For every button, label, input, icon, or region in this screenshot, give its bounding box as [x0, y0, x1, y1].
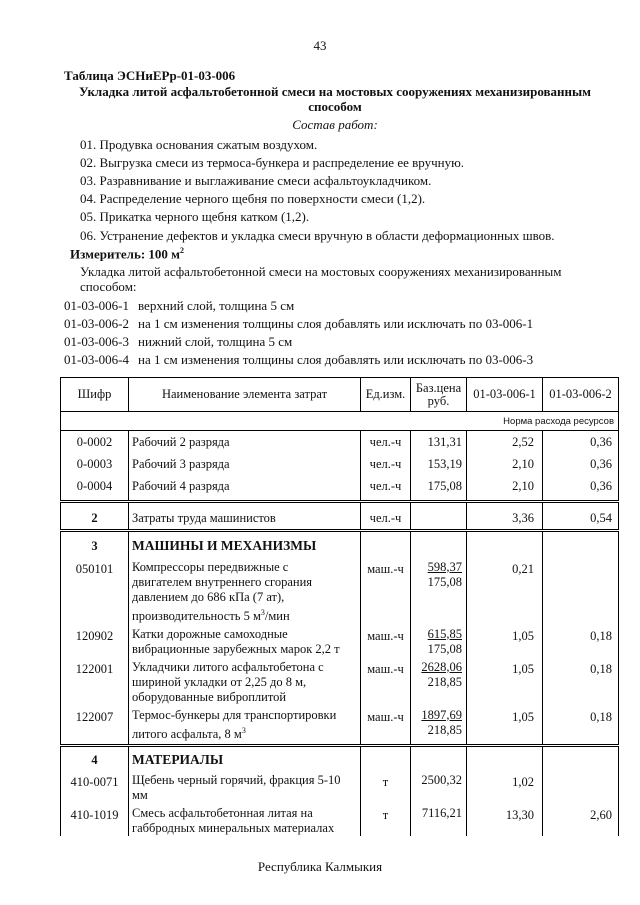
empty-cell — [361, 746, 411, 772]
works-heading: Состав работ: — [292, 117, 378, 132]
cell-v2: 0,18 — [543, 659, 619, 707]
meter-label: Измеритель: 100 м — [70, 246, 181, 262]
variant-code: 01-03-006-3 — [64, 334, 129, 349]
cell-name: Затраты труда машинистов — [129, 502, 361, 531]
table-row — [61, 476, 619, 502]
cell-price — [411, 502, 467, 531]
variant-code: 01-03-006-2 — [64, 316, 129, 331]
name-line: двигателем внутреннего сгорания — [132, 574, 313, 589]
table-code: Таблица ЭСНиЕРр-01-03-006 — [64, 68, 236, 83]
cell-code: 2 — [61, 502, 129, 531]
header-unit: Ед.изм. — [361, 378, 411, 412]
header-code: Шифр — [61, 378, 129, 412]
name-sup: 3 — [260, 607, 265, 617]
cell-name — [129, 626, 361, 659]
name-line: Компрессоры передвижные с — [132, 559, 289, 574]
cell-unit: чел.-ч — [361, 431, 411, 454]
table-row — [61, 626, 619, 659]
table-row — [61, 454, 619, 476]
cell-v2 — [543, 772, 619, 805]
cell-name: Рабочий 3 разряда — [129, 454, 361, 476]
cell-price: 7116,21 — [411, 805, 467, 836]
page-number: 43 — [313, 38, 327, 53]
variant-text: верхний слой, толщина 5 см — [138, 298, 295, 313]
cell-name — [129, 659, 361, 707]
cell-unit: маш.-ч — [361, 626, 411, 659]
cell-v2: 0,54 — [543, 502, 619, 531]
cell-unit: маш.-ч — [361, 707, 411, 746]
norm-label: Норма расхода ресурсов — [61, 412, 619, 431]
cell-unit: чел.-ч — [361, 502, 411, 531]
section-title: МАШИНЫ И МЕХАНИЗМЫ — [129, 531, 361, 559]
norm-row — [61, 412, 619, 431]
cell-unit: маш.-ч — [361, 559, 411, 626]
table-header-row — [61, 378, 619, 412]
cell-v2: 0,36 — [543, 431, 619, 454]
cell-price — [411, 559, 467, 626]
empty-cell — [467, 746, 543, 772]
name-line: шириной укладки от 2,25 до 8 м, — [132, 674, 307, 689]
work-item: 05. Прикатка черного щебня катком (1,2). — [80, 209, 310, 224]
cell-unit: т — [361, 772, 411, 805]
empty-cell — [411, 746, 467, 772]
cell-name: Рабочий 4 разряда — [129, 476, 361, 502]
variant-row — [64, 316, 533, 332]
name-line: давлением до 686 кПа (7 ат), — [132, 589, 285, 604]
cell-v1: 1,05 — [467, 626, 543, 659]
cell-unit: чел.-ч — [361, 476, 411, 502]
cell-v1: 1,05 — [467, 659, 543, 707]
cell-v2: 0,18 — [543, 626, 619, 659]
name-line: Щебень черный горячий, фракция 5-10 — [132, 772, 341, 787]
header-name: Наименование элемента затрат — [129, 378, 361, 412]
variant-text: на 1 см изменения толщины слоя добавлять или исключать по 03-006-1 — [138, 316, 534, 331]
price-secondary: 175,08 — [427, 574, 462, 589]
cell-v2 — [543, 559, 619, 626]
table-row — [61, 805, 619, 836]
price-main: 2628,06 — [421, 659, 462, 674]
cell-price — [411, 626, 467, 659]
variant-text: на 1 см изменения толщины слоя добавлять или исключать по 03-006-3 — [138, 352, 534, 367]
section-row-materials — [61, 746, 619, 772]
section-title: МАТЕРИАЛЫ — [129, 746, 361, 772]
cell-v1: 2,52 — [467, 431, 543, 454]
name-sup: 3 — [241, 725, 246, 735]
cell-v1: 0,21 — [467, 559, 543, 626]
table-title: Укладка литой асфальтобетонной смеси на мостовых сооружениях механизированным способом — [78, 84, 592, 114]
variant-text: нижний слой, толщина 5 см — [138, 334, 293, 349]
variant-code: 01-03-006-4 — [64, 352, 129, 367]
name-line: оборудованные виброплитой — [132, 689, 287, 704]
empty-cell — [543, 531, 619, 559]
cell-code: 410-0071 — [61, 772, 129, 805]
variant-row — [64, 334, 292, 350]
work-item: 04. Распределение черного щебня по поверхности смеси (1,2). — [80, 191, 426, 206]
cell-v2: 2,60 — [543, 805, 619, 836]
name-line: вибрационные зарубежных марок 2,2 т — [132, 641, 340, 656]
empty-cell — [543, 746, 619, 772]
price-main: 1897,69 — [421, 707, 462, 722]
cell-price: 175,08 — [411, 476, 467, 502]
cell-v1: 13,30 — [467, 805, 543, 836]
description: Укладка литой асфальтобетонной смеси на мостовых сооружениях механизированным способом: — [80, 264, 562, 294]
header-variant-2: 01-03-006-2 — [543, 378, 619, 412]
cell-unit: маш.-ч — [361, 659, 411, 707]
cell-v2: 0,36 — [543, 454, 619, 476]
table-row — [61, 431, 619, 454]
cell-code: 0-0002 — [61, 431, 129, 454]
variant-row — [64, 298, 294, 314]
table-row — [61, 772, 619, 805]
footer: Республика Калмыкия — [257, 859, 383, 874]
work-item: 06. Устранение дефектов и укладка смеси вручную в области деформационных швов. — [80, 228, 555, 243]
cell-name — [129, 805, 361, 836]
cell-name — [129, 772, 361, 805]
cell-code: 120902 — [61, 626, 129, 659]
cell-v1: 2,10 — [467, 454, 543, 476]
empty-cell — [361, 531, 411, 559]
name-line: литого асфальта, 8 м — [132, 726, 242, 741]
cell-v1: 2,10 — [467, 476, 543, 502]
cell-price: 131,31 — [411, 431, 467, 454]
empty-cell — [467, 531, 543, 559]
price-main: 615,85 — [427, 626, 462, 641]
cell-name: Рабочий 2 разряда — [129, 431, 361, 454]
price-secondary: 218,85 — [427, 722, 462, 737]
cell-v2: 0,36 — [543, 476, 619, 502]
work-item: 03. Разравнивание и выглаживание смеси асфальтоукладчиком. — [80, 173, 432, 188]
resource-table — [60, 377, 619, 836]
cell-unit: т — [361, 805, 411, 836]
meter — [70, 246, 184, 262]
cell-price — [411, 707, 467, 746]
work-item: 02. Выгрузка смеси из термоса-бункера и распределение ее вручную. — [80, 155, 465, 170]
meter-sup: 2 — [180, 246, 185, 255]
price-secondary: 175,08 — [427, 641, 462, 656]
cell-code: 122001 — [61, 659, 129, 707]
header-price: Баз.цена руб. — [411, 378, 467, 412]
name-line: производительность 5 м — [132, 608, 261, 623]
name-line: Смесь асфальтобетонная литая на — [132, 805, 313, 820]
cell-code: 122007 — [61, 707, 129, 746]
name-tail: /мин — [264, 608, 290, 623]
cell-price: 2500,32 — [411, 772, 467, 805]
name-line: мм — [132, 787, 148, 802]
header-variant-1: 01-03-006-1 — [467, 378, 543, 412]
cell-unit: чел.-ч — [361, 454, 411, 476]
cell-code: 0-0003 — [61, 454, 129, 476]
cell-price: 153,19 — [411, 454, 467, 476]
price-secondary: 218,85 — [427, 674, 462, 689]
variant-code: 01-03-006-1 — [64, 298, 129, 313]
cell-name — [129, 559, 361, 626]
cell-v1: 3,36 — [467, 502, 543, 531]
table-row — [61, 559, 619, 626]
cell-code: 050101 — [61, 559, 129, 626]
cell-code: 410-1019 — [61, 805, 129, 836]
cell-v2: 0,18 — [543, 707, 619, 746]
cell-name — [129, 707, 361, 746]
cell-v1: 1,02 — [467, 772, 543, 805]
section-row-machines — [61, 531, 619, 559]
name-line: Катки дорожные самоходные — [132, 626, 288, 641]
price-main: 598,37 — [427, 559, 462, 574]
section-code: 4 — [61, 746, 129, 772]
operators-row — [61, 502, 619, 531]
cell-price — [411, 659, 467, 707]
cell-code: 0-0004 — [61, 476, 129, 502]
work-item: 01. Продувка основания сжатым воздухом. — [80, 137, 318, 152]
table-row — [61, 707, 619, 746]
name-line: габбродных минеральных материалах — [132, 820, 335, 835]
section-code: 3 — [61, 531, 129, 559]
name-line: Укладчики литого асфальтобетона с — [132, 659, 324, 674]
empty-cell — [411, 531, 467, 559]
name-line: Термос-бункеры для транспортировки — [132, 707, 337, 722]
variant-row — [64, 352, 533, 368]
cell-v1: 1,05 — [467, 707, 543, 746]
table-row — [61, 659, 619, 707]
